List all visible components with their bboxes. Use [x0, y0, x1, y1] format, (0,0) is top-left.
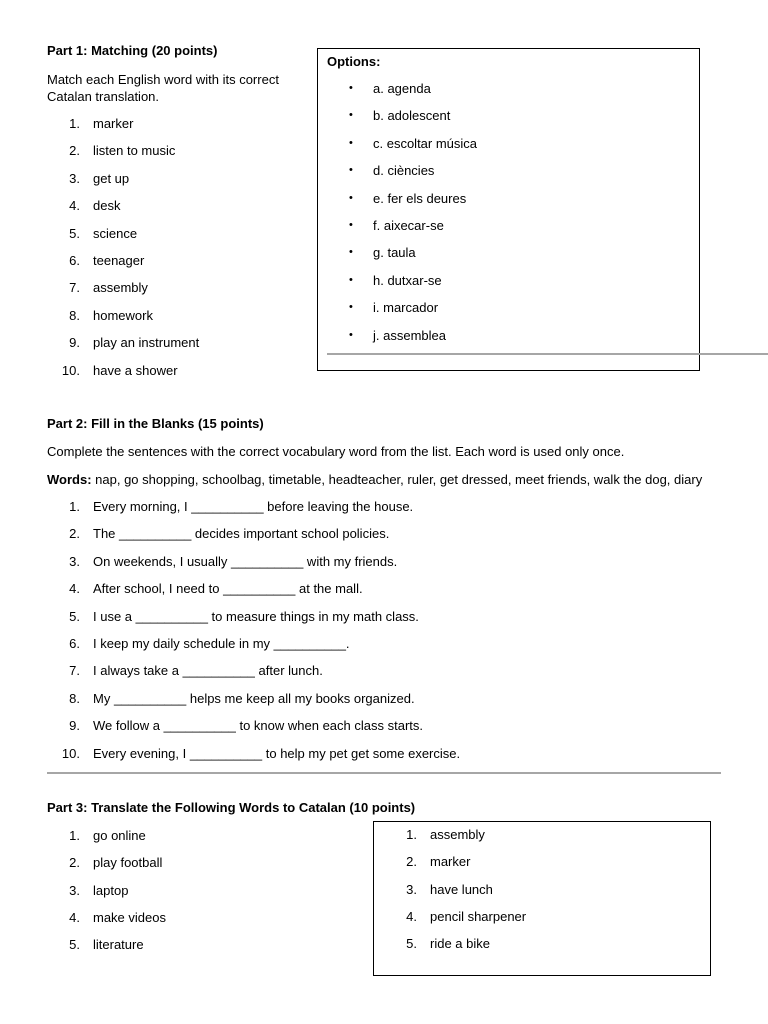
- options-box: [317, 48, 700, 371]
- part2-item-number: 2.: [69, 526, 80, 542]
- part1-item-text: listen to music: [93, 143, 176, 159]
- bullet-icon: •: [349, 219, 353, 231]
- part2-item-text: I always take a __________ after lunch.: [93, 663, 323, 679]
- part3-box: [373, 821, 711, 976]
- bullet-icon: •: [349, 164, 353, 177]
- part3-left-item-number: 3.: [69, 882, 80, 898]
- part2-item-text: I keep my daily schedule in my __________.: [93, 636, 350, 651]
- part2-item-number: 8.: [69, 690, 80, 706]
- part1-item-number: 4.: [69, 198, 80, 214]
- part1-heading: Part 1: Matching (20 points): [47, 43, 218, 58]
- part2-item-text: After school, I need to __________ at the mall.: [93, 581, 363, 597]
- option-item: g. taula: [373, 245, 416, 261]
- part2-item-text: I use a __________ to measure things in my math class.: [93, 608, 419, 624]
- part1-item-number: 5.: [69, 225, 80, 241]
- option-item: h. dutxar-se: [373, 272, 442, 288]
- part3-left-item-text: go online: [93, 828, 146, 843]
- part1-item-number: 6.: [69, 253, 80, 268]
- part3-left-item-number: 2.: [69, 855, 80, 871]
- part2-item-text: We follow a __________ to know when each class starts.: [93, 718, 424, 734]
- option-item: e. fer els deures: [373, 190, 467, 206]
- part2-item-number: 5.: [69, 608, 80, 624]
- part1-item-number: 8.: [69, 307, 80, 323]
- part3-left-item-number: 1.: [69, 828, 80, 843]
- bullet-icon: •: [349, 273, 353, 286]
- part3-right-item-text: pencil sharpener: [430, 908, 527, 924]
- part1-item-text: science: [93, 225, 138, 241]
- part1-item-number: 10.: [61, 362, 80, 378]
- part2-item-text: On weekends, I usually __________ with my friends.: [93, 553, 398, 569]
- part2-heading: Part 2: Fill in the Blanks (15 points): [47, 416, 264, 431]
- bullet-icon: •: [349, 191, 353, 204]
- part3-left-item-text: literature: [93, 937, 144, 953]
- words-line: [47, 472, 702, 487]
- part3-right-item-number: 5.: [406, 936, 417, 952]
- option-item: f. aixecar-se: [373, 218, 444, 233]
- part3-left-item-text: make videos: [93, 909, 166, 925]
- bullet-icon: •: [349, 328, 353, 341]
- part3-left-item-text: play football: [93, 855, 163, 871]
- part1-item-text: teenager: [93, 253, 145, 268]
- bullet-icon: •: [349, 82, 353, 94]
- part2-item-number: 9.: [69, 718, 80, 734]
- part1-item-text: have a shower: [93, 362, 178, 378]
- part1-item-number: 3.: [69, 170, 80, 186]
- part2-item-number: 7.: [69, 663, 80, 679]
- part2-item-text: The __________ decides important school policies.: [93, 526, 390, 542]
- part2-instructions: Complete the sentences with the correct vocabulary word from the list. Each word is used only once.: [47, 444, 625, 459]
- option-item: j. assemblea: [373, 327, 446, 343]
- part3-right-item-number: 3.: [406, 881, 417, 897]
- part2-item-number: 6.: [69, 636, 80, 651]
- part2-item-text: Every morning, I __________ before leaving the house.: [93, 499, 414, 514]
- part1-item-number: 9.: [69, 335, 80, 351]
- part3-right-item-text: assembly: [430, 827, 485, 842]
- part1-item-text: get up: [93, 170, 130, 186]
- bullet-icon: •: [349, 109, 353, 122]
- part1-item-number: 7.: [69, 280, 80, 296]
- part2-divider: [47, 772, 721, 774]
- part3-left-item-number: 5.: [69, 937, 80, 953]
- part3-left-item-number: 4.: [69, 909, 80, 925]
- part3-right-item-number: 4.: [406, 908, 417, 924]
- part1-item-text: homework: [93, 307, 153, 323]
- words-list: nap, go shopping, schoolbag, timetable, headteacher, ruler, get dressed, meet friends, walk the dog, diary: [91, 472, 703, 487]
- options-title: Options:: [327, 54, 381, 69]
- bullet-icon: •: [349, 136, 353, 149]
- part1-item-text: assembly: [93, 280, 148, 296]
- option-item: i. marcador: [373, 300, 439, 316]
- part1-item-text: desk: [93, 198, 121, 214]
- options-divider: [327, 353, 768, 355]
- part3-heading: Part 3: Translate the Following Words to Catalan (10 points): [47, 800, 416, 815]
- part3-right-item-text: have lunch: [430, 881, 493, 897]
- part2-item-text: Every evening, I __________ to help my pet get some exercise.: [93, 745, 461, 761]
- part3-right-item-text: ride a bike: [430, 936, 490, 952]
- part1-item-text: marker: [93, 116, 134, 131]
- bullet-icon: •: [349, 246, 353, 259]
- part3-right-item-number: 2.: [406, 854, 417, 870]
- bullet-icon: •: [349, 301, 353, 314]
- option-item: b. adolescent: [373, 108, 451, 124]
- part1-item-text: play an instrument: [93, 335, 200, 351]
- part1-instructions: Match each English word with its correct Catalan translation.: [47, 72, 279, 104]
- part3-left-item-text: laptop: [93, 882, 129, 898]
- part2-item-text: My __________ helps me keep all my books organized.: [93, 690, 415, 706]
- words-label: Words:: [47, 472, 92, 487]
- part1-item-number: 2.: [69, 143, 80, 159]
- part1-item-number: 1.: [69, 116, 80, 131]
- part2-item-number: 3.: [69, 553, 80, 569]
- part2-item-number: 10.: [61, 745, 80, 761]
- option-item: c. escoltar música: [373, 135, 478, 151]
- option-item: a. agenda: [373, 81, 431, 96]
- part2-item-number: 1.: [69, 499, 80, 514]
- part3-right-item-number: 1.: [406, 827, 417, 842]
- part3-right-item-text: marker: [430, 854, 471, 870]
- option-item: d. ciències: [373, 163, 435, 179]
- part2-item-number: 4.: [69, 581, 80, 597]
